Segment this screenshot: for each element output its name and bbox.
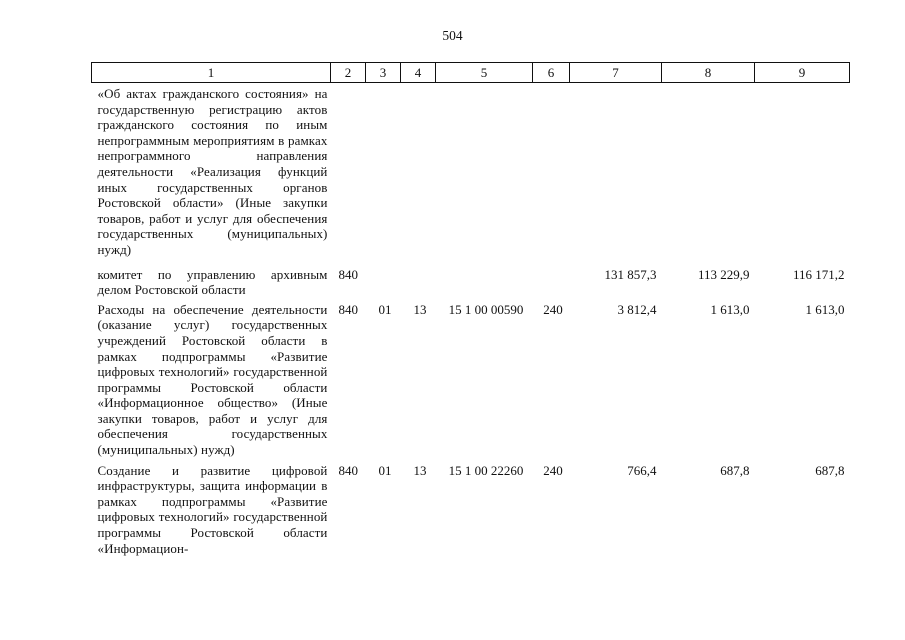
- cell-ministry-code: 840: [338, 462, 358, 478]
- cell-expense-type: 240: [543, 301, 563, 317]
- cell-amount-7: 131 857,3: [604, 266, 657, 282]
- cell-amount-9: 1 613,0: [805, 301, 845, 317]
- cell-target-article: 15 1 00 22260: [448, 462, 524, 478]
- column-header: 9: [755, 63, 850, 83]
- column-header: 8: [662, 63, 755, 83]
- cell-subsection: 13: [413, 301, 427, 317]
- cell-amount-7: 3 812,4: [617, 301, 657, 317]
- table-row: [92, 463, 850, 557]
- cell-expense-type: [533, 83, 570, 267]
- table-row: [92, 83, 850, 267]
- row-description: «Об актах гражданского состояния» на государственную регистрацию актов гражданского состояния по иным непрограммным мероприятиям в рамках непрограммного направления деятельности «Реализация функций иных государственных органов Ростовской области» (Иные закупки товаров, работ и услуг для обеспечения государственных (муниципальных) нужд): [97, 86, 328, 257]
- column-header: 2: [331, 63, 366, 83]
- cell-target-article: [436, 267, 533, 302]
- cell-section: [366, 267, 401, 302]
- cell-section: 01: [378, 462, 392, 478]
- column-header: 3: [366, 63, 401, 83]
- cell-amount-7: 766,4: [627, 462, 657, 478]
- cell-expense-type: [533, 267, 570, 302]
- column-header: 7: [570, 63, 662, 83]
- table-row: [92, 302, 850, 463]
- cell-target-article: [436, 83, 533, 267]
- row-description: Создание и развитие цифровой инфраструктуры, защита информации в рамках подпрограммы «Развитие цифровых технологий» государственной программы Ростовской области «Информацион-: [97, 462, 328, 556]
- cell-ministry-code: 840: [338, 301, 358, 317]
- cell-subsection: [401, 83, 436, 267]
- cell-amount-9: 116 171,2: [792, 266, 845, 282]
- cell-section: 01: [378, 301, 392, 317]
- budget-table: [91, 62, 850, 556]
- cell-amount-8: 687,8: [720, 462, 750, 478]
- column-header: 6: [533, 63, 570, 83]
- cell-subsection: 13: [413, 462, 427, 478]
- row-description: комитет по управлению архивным делом Ростовской области: [97, 266, 328, 298]
- cell-amount-8: 113 229,9: [697, 266, 750, 282]
- table-header-row: [92, 63, 850, 83]
- table-row: [92, 267, 850, 302]
- cell-section: [366, 83, 401, 267]
- cell-expense-type: 240: [543, 462, 563, 478]
- row-description: Расходы на обеспечение деятельности (оказание услуг) государственных учреждений Ростовской области в рамках подпрограммы «Развитие цифровых технологий» государственной программы Ростовской области «Информационное общество» (Иные закупки товаров, работ и услуг для обеспечения государственных (муниципальных) нужд): [97, 301, 328, 458]
- cell-target-article: 15 1 00 00590: [448, 301, 524, 317]
- column-header: 1: [92, 63, 331, 83]
- column-header: 4: [401, 63, 436, 83]
- cell-ministry-code: 840: [338, 266, 358, 282]
- cell-subsection: [401, 267, 436, 302]
- cell-amount-8: [662, 83, 755, 267]
- cell-ministry-code: [331, 83, 366, 267]
- cell-amount-9: 687,8: [815, 462, 845, 478]
- cell-amount-7: [570, 83, 662, 267]
- cell-amount-9: [755, 83, 850, 267]
- page-number: 504: [442, 28, 463, 43]
- column-header: 5: [436, 63, 533, 83]
- cell-amount-8: 1 613,0: [710, 301, 750, 317]
